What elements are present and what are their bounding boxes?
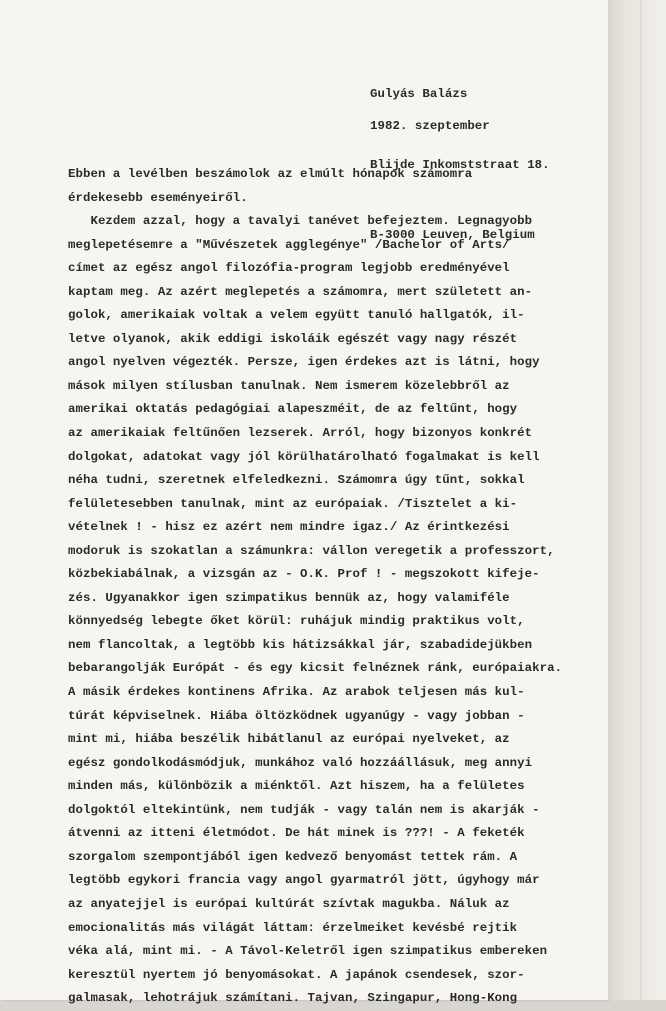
- body-line: érdekesebb eseményeiről.: [68, 190, 248, 205]
- body-line: mint mi, hiába beszélik hibátlanul az európai nyelveket, az: [68, 732, 510, 747]
- body-line: galmasak, lehotrájuk számítani. Tajvan, Szingapur, Hong-Kong: [68, 991, 518, 1006]
- body-line: zés. Ugyanakkor igen szimpatikus bennük az, hogy valamiféle: [68, 590, 510, 605]
- body-line: bebarangolják Európát - és egy kicsit felnéznek ránk, európaiakra.: [68, 661, 563, 676]
- body-line: amerikai oktatás pedagógiai alapeszméit, de az feltűnt, hogy: [68, 402, 518, 417]
- body-line: közbekiabálnak, a vizsgán az - O.K. Prof ! - megszokott kifeje-: [68, 567, 540, 582]
- body-line: dolgoktól eltekintünk, nem tudják - vagy talán nem is akarják -: [68, 802, 540, 817]
- address-line: B-3000 Leuven, Belgium: [370, 228, 535, 242]
- body-line: golok, amerikaiak voltak a velem együtt tanuló hallgatók, il-: [68, 308, 525, 323]
- body-line: átvenni az itteni életmódot. De hát minek is ???! - A feketék: [68, 826, 525, 841]
- body-line: dolgokat, adatokat vagy jól körülhatárolható fogalmakat is kell: [68, 449, 540, 464]
- body-line: meglepetésemre a "Művészetek agglegénye" /Bachelor of Arts/: [68, 237, 510, 252]
- body-line: emocionalitás más világát láttam: érzelmeiket kevésbé rejtik: [68, 920, 518, 935]
- page-edge: [608, 0, 666, 1000]
- body-line: néha tudni, szeretnek elfeledkezni. Számomra úgy tűnt, sokkal: [68, 473, 525, 488]
- body-line: keresztül nyertem jó benyomásokat. A japánok csendesek, szor-: [68, 967, 525, 982]
- body-line: angol nyelven végezték. Persze, igen érdekes azt is látni, hogy: [68, 355, 540, 370]
- body-line: véka alá, mint mi. - A Távol-Keletről igen szimpatikus embereken: [68, 944, 548, 959]
- body-line: mások milyen stílusban tanulnak. Nem ismerem közelebbről az: [68, 378, 510, 393]
- body-line: szorgalom szempontjából igen kedvező benyomást tettek rám. A: [68, 849, 518, 864]
- body-line: az amerikaiak feltűnően lezserek. Arról, hogy bizonyos konkrét: [68, 426, 533, 441]
- body-line: kaptam meg. Az azért meglepetés a számomra, mert született an-: [68, 284, 533, 299]
- page-edge-line: [640, 0, 642, 1000]
- body-line: Kezdem azzal, hogy a tavalyi tanévet befejeztem. Legnagyobb: [68, 214, 533, 229]
- address-line: Gulyás Balázs: [370, 87, 468, 101]
- letter-body: [68, 163, 562, 1011]
- body-line: az anyatejjel is európai kultúrát szívtak magukba. Náluk az: [68, 896, 510, 911]
- body-line: túrát képviselnek. Hiába öltözködnek ugyanúgy - vagy jobban -: [68, 708, 525, 723]
- body-line: Ebben a levélben beszámolok az elmúlt hónapok számomra: [68, 167, 473, 181]
- body-line: minden más, különbözik a miénktől. Azt hiszem, ha a felületes: [68, 779, 525, 794]
- body-line: vételnek ! - hisz ez azért nem mindre igaz./ Az érintkezési: [68, 520, 510, 535]
- body-line: címet az egész angol filozófia-program legjobb eredményével: [68, 261, 510, 276]
- body-line: felületesebben tanulnak, mint az európaiak. /Tisztelet a ki-: [68, 496, 518, 511]
- body-line: egész gondolkodásmódjuk, munkához való hozzáállásuk, meg annyi: [68, 755, 533, 770]
- body-line: könnyedség lebegte őket körül: ruhájuk mindig praktikus volt,: [68, 614, 525, 629]
- body-line: modoruk is szokatlan a számunkra: vállon veregetik a professzort,: [68, 543, 555, 558]
- letter-date: 1982. szeptember: [370, 119, 490, 133]
- body-line: legtöbb egykori francia vagy angol gyarmatról jött, úgyhogy már: [68, 873, 540, 888]
- body-line: letve olyanok, akik eddigi iskoláik egészét vagy nagy részét: [68, 331, 518, 346]
- body-line: nem flancoltak, a legtöbb kis hátizsákkal jár, szabadidejükben: [68, 637, 533, 652]
- body-line: A másik érdekes kontinens Afrika. Az arabok teljesen más kul-: [68, 685, 525, 700]
- address-line: Blijde Inkomststraat 18.: [370, 157, 550, 172]
